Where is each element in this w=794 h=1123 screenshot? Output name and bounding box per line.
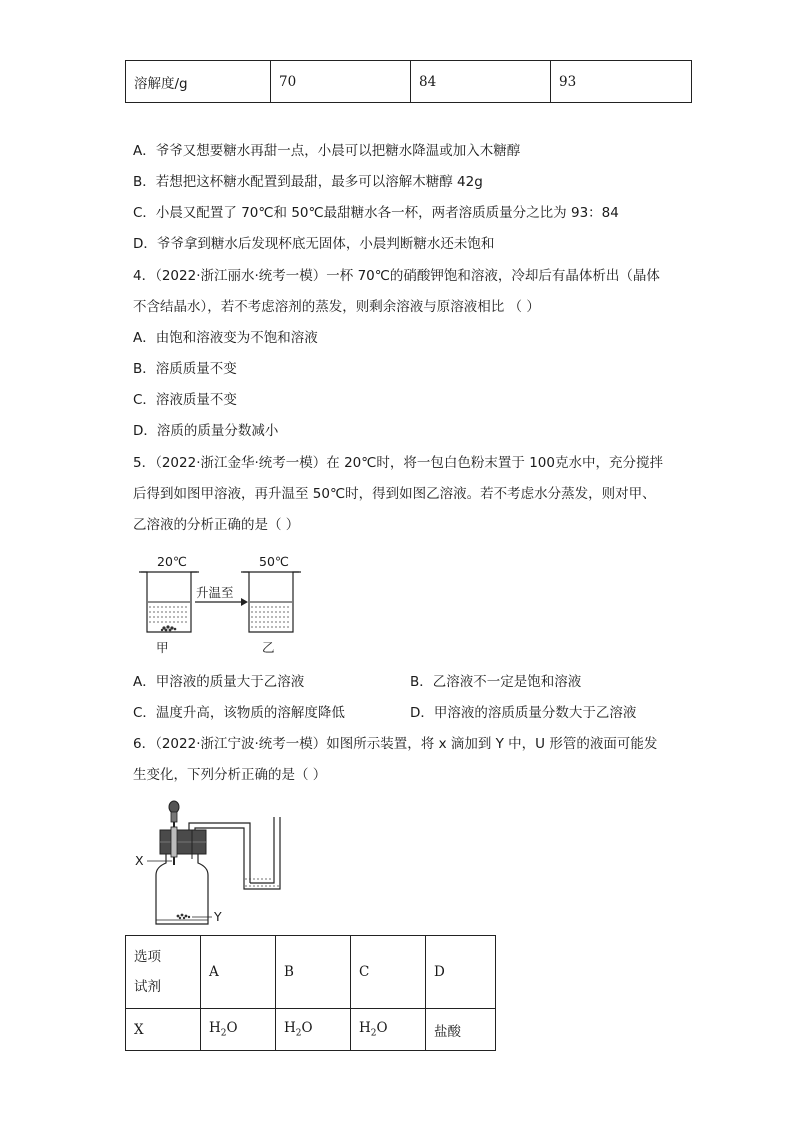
beaker-figure: [135, 550, 305, 660]
q3-option-d: D．爷爷拿到糖水后发现杯底无固体，小晨判断糖水还未饱和: [133, 236, 495, 252]
q3-option-c: C．小晨又配置了 70℃和 50℃最甜糖水各一杯，两者溶质质量分之比为 93：84: [133, 205, 619, 221]
q6-stem-line1: 6．（2022·浙江宁波·统考一模）如图所示装置，将 x 滴加到 Y 中，U 形管的液面可能发: [133, 736, 658, 752]
q5-stem-line1: 5．（2022·浙江金华·统考一模）在 20℃时，将一包白色粉末置于 100克水中，充分搅拌: [133, 455, 663, 471]
q4-option-b: B．溶质质量不变: [133, 361, 237, 377]
table-row: [126, 936, 496, 1009]
reagent-y: [177, 914, 191, 920]
bottle: [156, 854, 208, 924]
temp-label-left: 20℃: [157, 554, 187, 569]
q5-stem-line3: 乙溶液的分析正确的是（ ）: [133, 517, 300, 533]
cell-c: $H_2O$: [351, 1009, 426, 1051]
q5-option-d: D．甲溶液的溶质质量分数大于乙溶液: [410, 705, 637, 721]
q3-option-a: A．爷爷又想要糖水再甜一点，小晨可以把糖水降温或加入木糖醇: [133, 143, 521, 159]
arrow-label: 升温至: [196, 585, 234, 600]
table-row: [126, 61, 692, 103]
row-label-x: X: [126, 1009, 201, 1051]
solubility-table: [125, 60, 692, 103]
label-x: X: [135, 853, 144, 868]
beaker-jia: [139, 572, 199, 632]
cell-a: $H_2O$: [201, 1009, 276, 1051]
sediment-jia: [161, 625, 177, 631]
apparatus-figure: [132, 797, 302, 932]
cell-b: $H_2O$: [276, 1009, 351, 1051]
q6-stem-line2: 生变化，下列分析正确的是（ ）: [133, 767, 327, 783]
q5-stem-line2: 后得到如图甲溶液，再升温至 50℃时，得到如图乙溶液。若不考虑水分蒸发，则对甲、: [133, 486, 656, 502]
beaker-yi: [241, 572, 301, 632]
header-label-option: 选项: [134, 949, 161, 965]
header-label-cell: [126, 936, 201, 1009]
header-b: B: [276, 936, 351, 1009]
q4-stem-line1: 4．（2022·浙江丽水·统考一模）一杯 70℃的硝酸钾饱和溶液，冷却后有晶体析出（晶体: [133, 268, 660, 284]
header-d: D: [426, 936, 496, 1009]
q4-option-a: A．由饱和溶液变为不饱和溶液: [133, 330, 318, 346]
label-y: Y: [214, 909, 222, 924]
beaker-label-yi: 乙: [262, 640, 275, 655]
heat-arrow: [195, 585, 248, 606]
solubility-value-84: 84: [411, 61, 551, 103]
table-row: [126, 1009, 496, 1051]
q4-option-c: C．溶液质量不变: [133, 392, 237, 408]
beaker-label-jia: 甲: [156, 640, 169, 655]
cell-d: 盐酸: [426, 1009, 496, 1051]
solubility-value-93: 93: [551, 61, 692, 103]
header-label-reagent: 试剂: [134, 979, 161, 995]
solubility-label: 溶解度/g: [126, 61, 271, 103]
reagent-table: [125, 935, 496, 1051]
header-c: C: [351, 936, 426, 1009]
q3-option-b: B．若想把这杯糖水配置到最甜，最多可以溶解木糖醇 42g: [133, 174, 483, 190]
header-a: A: [201, 936, 276, 1009]
solubility-value-70: 70: [271, 61, 411, 103]
q5-option-a: A．甲溶液的质量大于乙溶液: [133, 674, 305, 690]
q5-option-b: B．乙溶液不一定是饱和溶液: [410, 674, 582, 690]
temp-label-right: 50℃: [259, 554, 289, 569]
q5-option-c: C．温度升高，该物质的溶解度降低: [133, 705, 345, 721]
q4-option-d: D．溶质的质量分数减小: [133, 423, 279, 439]
q4-stem-line2: 不含结晶水），若不考虑溶剂的蒸发，则剩余溶液与原溶液相比 （ ）: [133, 299, 540, 315]
